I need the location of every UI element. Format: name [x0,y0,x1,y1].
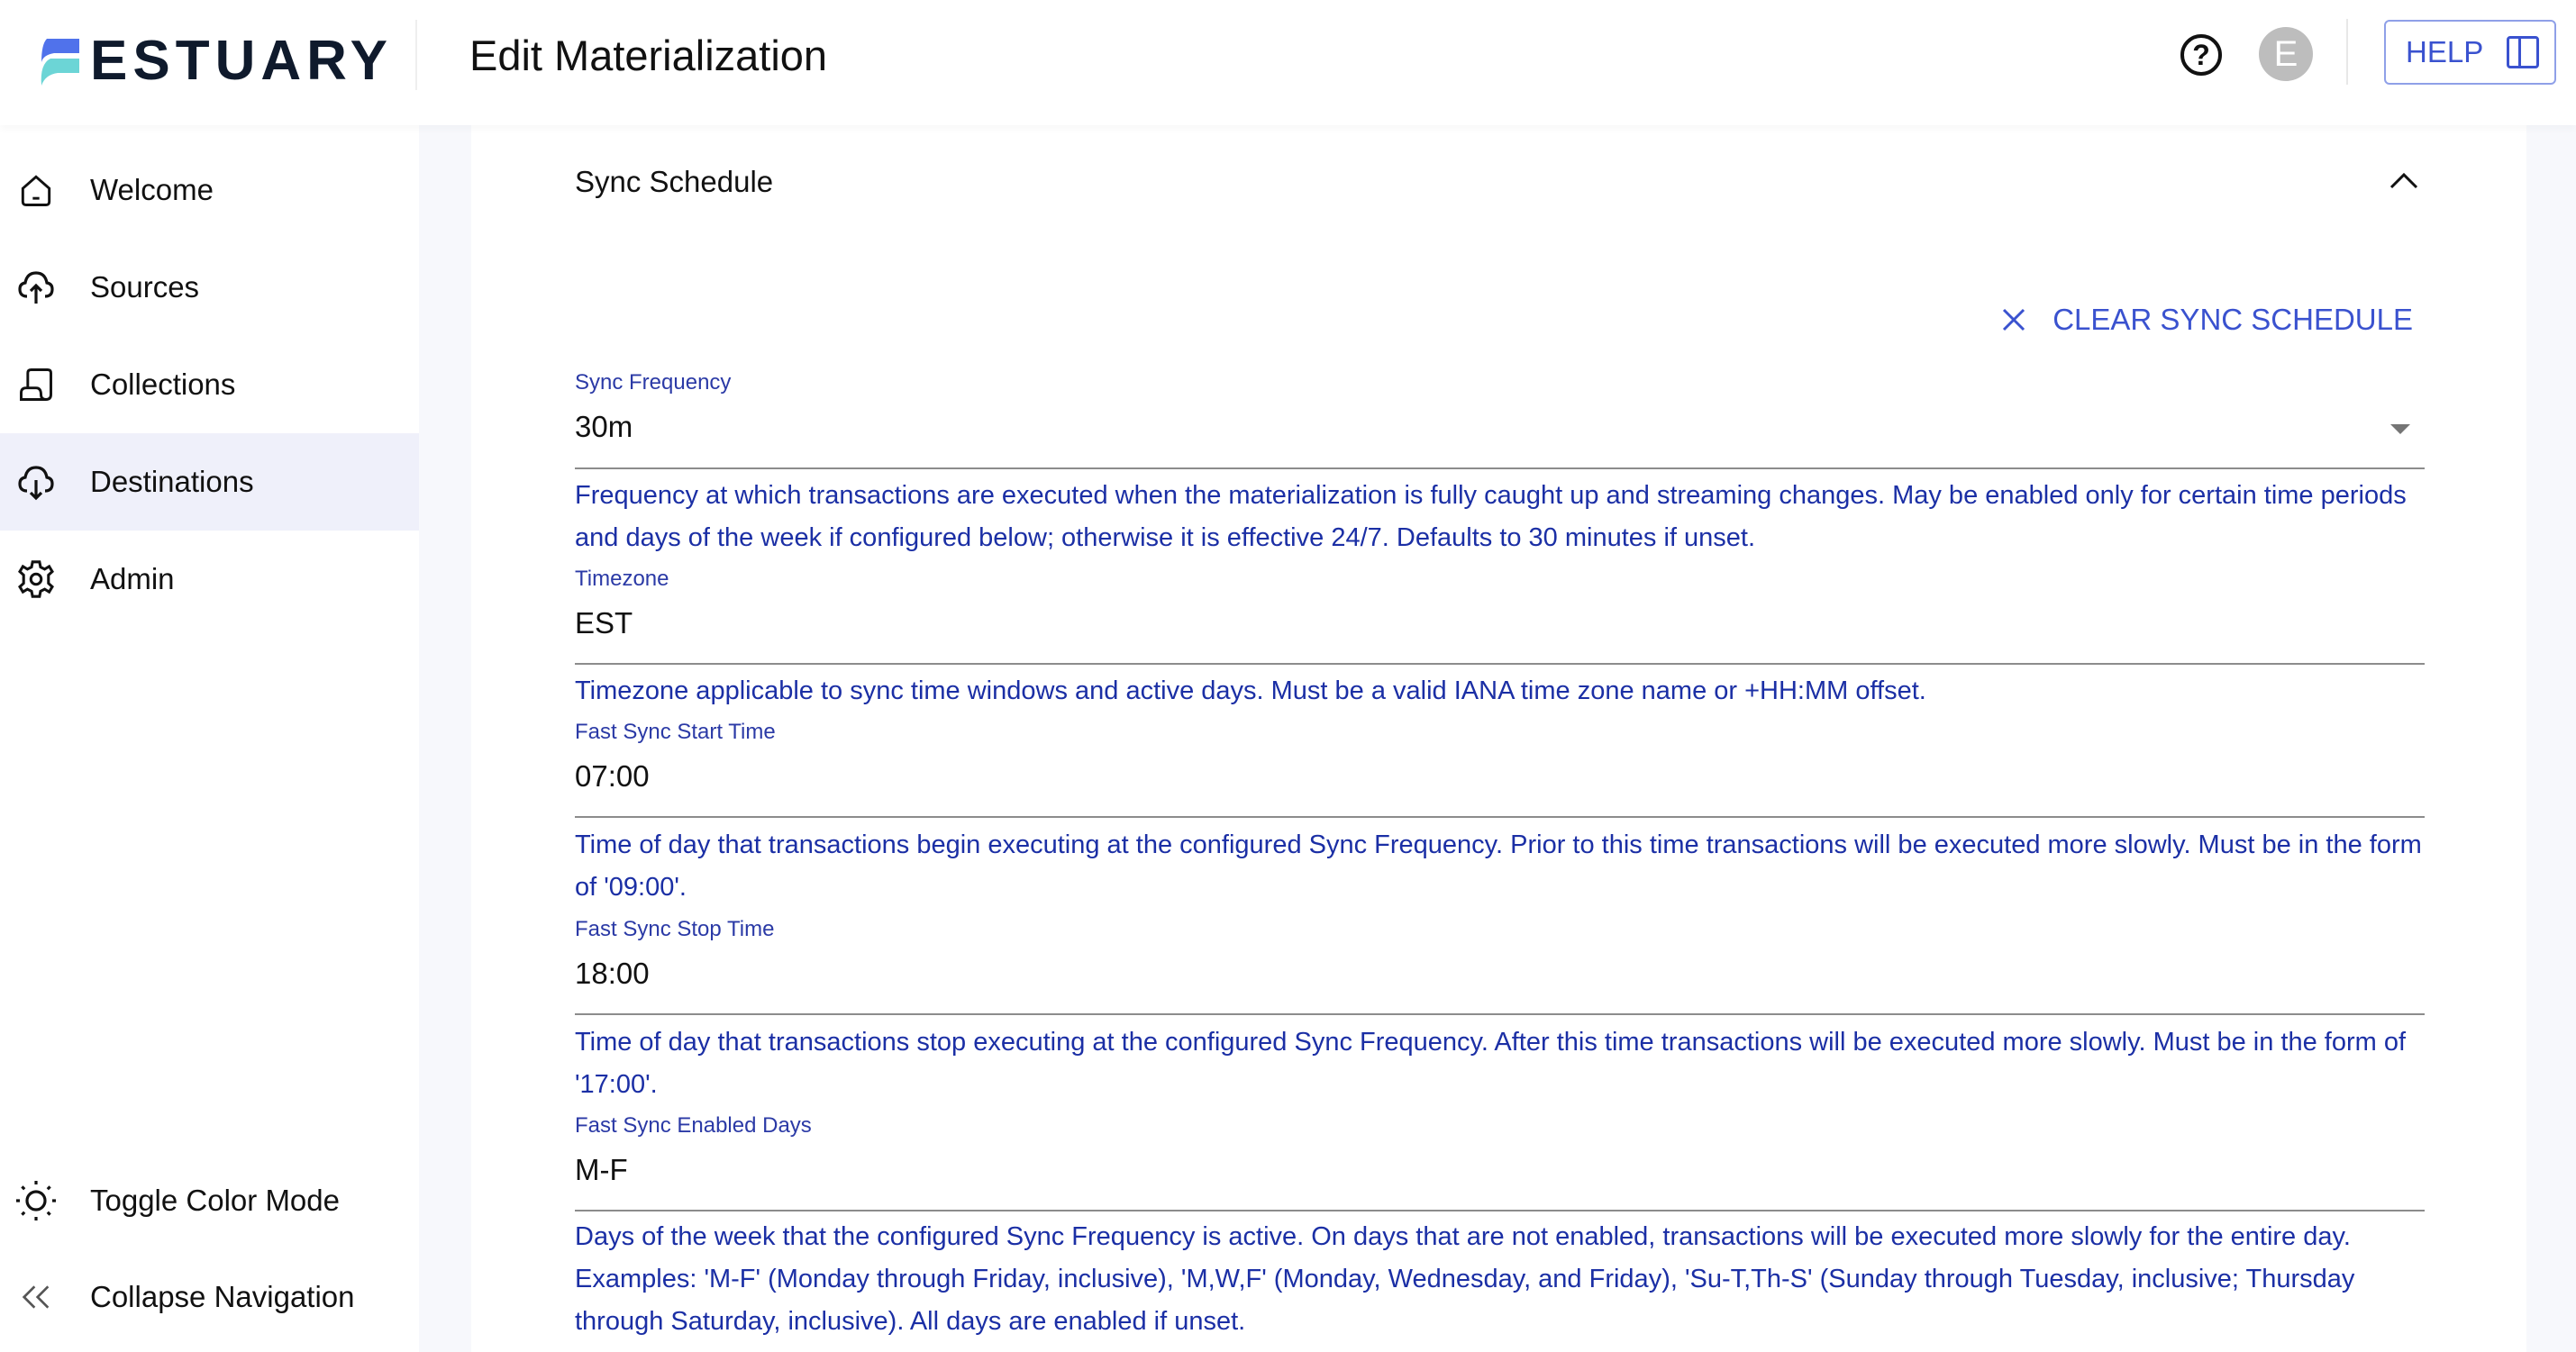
sidebar-item-admin[interactable] [0,531,419,628]
collection-icon [14,363,58,406]
help-button[interactable] [2384,20,2556,85]
sidebar-item-label: Collapse Navigation [90,1280,355,1313]
sidebar-item-label: Destinations [90,465,254,498]
sidebar-item-label: Welcome [90,173,214,206]
toggle-color-mode-button[interactable] [0,1152,419,1249]
field-helper-text: Time of day that transactions stop executing at the configured Sync Frequency. After this time transactions will be executed more slowly. Must be in the form of '17:00'. [575,1028,2407,1099]
field-label: Timezone [575,567,669,591]
close-icon [2002,308,2025,331]
sidebar-item-destinations[interactable] [0,433,419,531]
field-helper-text: Days of the week that the configured Sync Frequency is active. On days that are not enabled, transactions will be executed more slowly for the entire day. Examples: 'M-F' (Monday through Friday, inclusive), 'M,W,F' (Monday, Wednesday, and Friday), 'Su-T,Th-S' (Sunday through Tuesday, inclusive; Thursday through Saturday, inclusive). All days are enabled if unset. [575,1222,2355,1336]
sidebar-item-label: Toggle Color Mode [90,1184,340,1217]
side-panel-icon [2507,36,2539,68]
sync-schedule-section [471,125,2526,1352]
field-value[interactable]: 30m [575,410,633,443]
header-divider [2346,19,2348,85]
field-value[interactable]: 07:00 [575,759,650,793]
clear-sync-schedule-button[interactable] [2002,303,2413,337]
collapse-section-chevron-up-icon[interactable] [2389,170,2419,195]
field-label: Fast Sync Start Time [575,720,776,744]
sun-icon [14,1179,58,1222]
field-value[interactable]: 18:00 [575,957,650,990]
help-button-label: HELP [2406,35,2484,68]
field-underline [575,816,2425,818]
field-underline [575,1013,2425,1015]
brand-name: ESTUARY [90,30,393,92]
field-value[interactable]: M-F [575,1153,628,1186]
field-helper-text: Timezone applicable to sync time windows and active days. Must be a valid IANA time zone name or +HH:MM offset. [575,676,1926,705]
estuary-logo-icon [38,35,81,87]
clear-sync-schedule-label: CLEAR SYNC SCHEDULE [2053,303,2413,336]
help-question-icon[interactable]: ? [2180,34,2222,76]
double-chevron-left-icon [14,1275,58,1319]
sidebar-item-label: Sources [90,270,200,304]
field-underline [575,467,2425,469]
sidebar-item-label: Collections [90,367,236,401]
sidebar [0,125,419,1352]
gear-icon [14,558,58,601]
cloud-upload-icon [14,266,58,309]
field-underline [575,663,2425,665]
collapse-navigation-button[interactable] [0,1248,419,1346]
app-header [0,0,2576,125]
home-icon [14,168,58,212]
cloud-download-icon [14,460,58,504]
field-label: Fast Sync Stop Time [575,917,775,941]
sidebar-item-sources[interactable] [0,239,419,336]
field-label: Fast Sync Enabled Days [575,1113,812,1138]
field-helper-text: Time of day that transactions begin executing at the configured Sync Frequency. Prior to this time transactions will be executed more slowly. Must be in the form of '09:00'. [575,830,2422,902]
sidebar-item-welcome[interactable] [0,141,419,239]
section-title: Sync Schedule [575,165,774,198]
sidebar-item-collections[interactable] [0,336,419,433]
dropdown-arrow-icon[interactable] [2390,424,2410,434]
sidebar-item-label: Admin [90,562,175,595]
avatar[interactable]: E [2259,27,2313,81]
field-underline [575,1210,2425,1211]
page-title: Edit Materialization [469,32,828,79]
field-value[interactable]: EST [575,606,633,640]
field-helper-text: Frequency at which transactions are executed when the materialization is fully caught up and streaming changes. May be enabled only for certain time periods and days of the week if configured below; otherwise it is effective 24/7. Defaults to 30 minutes if unset. [575,481,2407,552]
estuary-logo[interactable] [38,29,393,93]
header-divider [415,20,417,90]
field-label: Sync Frequency [575,370,732,395]
